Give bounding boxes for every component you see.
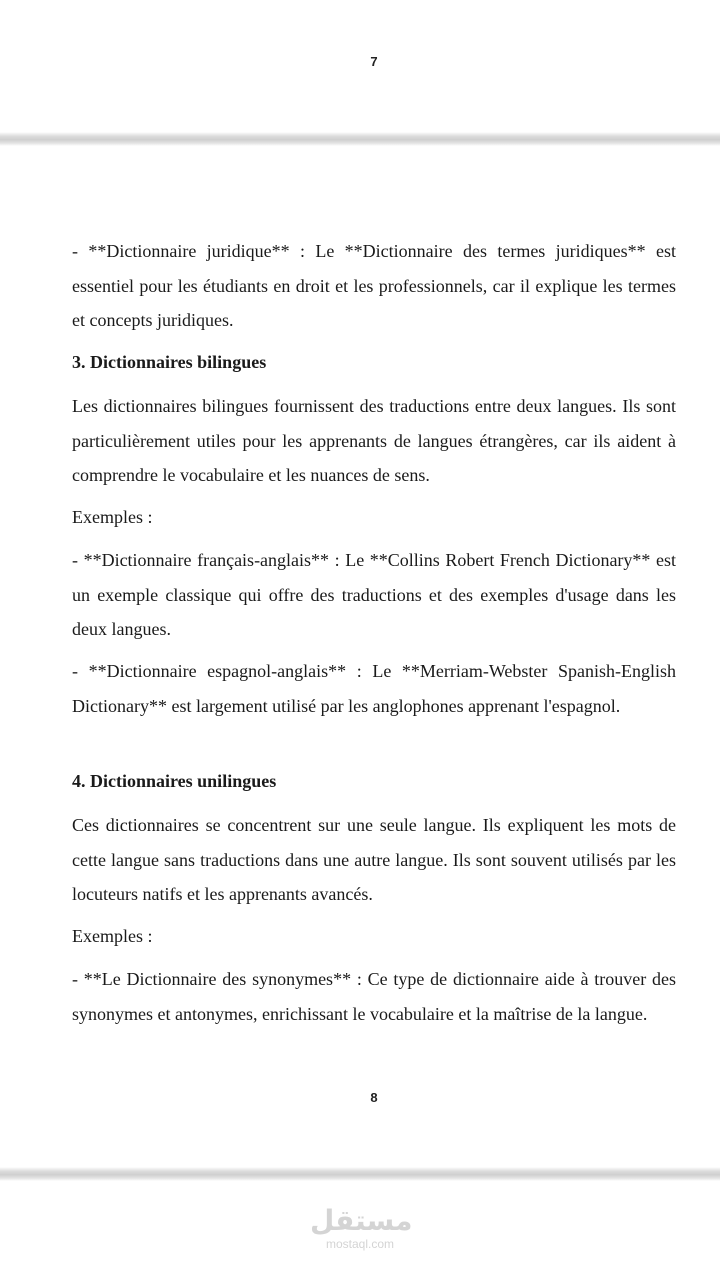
heading-bilingues: 3. Dictionnaires bilingues — [72, 352, 267, 372]
page-number-top: 7 — [370, 54, 378, 69]
examples-label: Exemples : — [72, 507, 153, 527]
watermark-url: mostaql.com — [325, 1237, 395, 1251]
paragraph-synonymes: - **Le Dictionnaire des synonymes** : Ce type de dictionnaire aide à trouver des synonymes et antonymes, enrichissant le vocabulaire et la maîtrise de la langue. — [72, 969, 676, 1024]
page-separator — [0, 132, 720, 146]
watermark-logo: مستقل — [310, 1204, 413, 1237]
paragraph-juridique: - **Dictionnaire juridique** : Le **Dictionnaire des termes juridiques** est essentiel pour les étudiants en droit et les professionnels, car il explique les termes et concepts juridiques. — [72, 241, 676, 330]
page-separator — [0, 1167, 720, 1181]
watermark — [310, 1204, 413, 1251]
examples-label: Exemples : — [72, 926, 153, 946]
paragraph-espagnol-anglais: - **Dictionnaire espagnol-anglais** : Le **Merriam-Webster Spanish-English Dictionary** est largement utilisé par les anglophones apprenant l'espagnol. — [72, 661, 676, 716]
page-number-bottom: 8 — [370, 1090, 378, 1105]
paragraph-unilingues-intro: Ces dictionnaires se concentrent sur une seule langue. Ils expliquent les mots de cette langue sans traductions dans une autre langue. Ils sont souvent utilisés par les locuteurs natifs et les apprenants avancés. — [72, 815, 676, 904]
paragraph-bilingues-intro: Les dictionnaires bilingues fournissent des traductions entre deux langues. Ils sont particulièrement utiles pour les apprenants de langues étrangères, car ils aident à comprendre le vocabulaire et les nuances de sens. — [72, 396, 676, 485]
heading-unilingues: 4. Dictionnaires unilingues — [72, 771, 277, 791]
paragraph-francais-anglais: - **Dictionnaire français-anglais** : Le **Collins Robert French Dictionary** est un exemple classique qui offre des traductions et des exemples d'usage dans les deux langues. — [72, 550, 676, 639]
